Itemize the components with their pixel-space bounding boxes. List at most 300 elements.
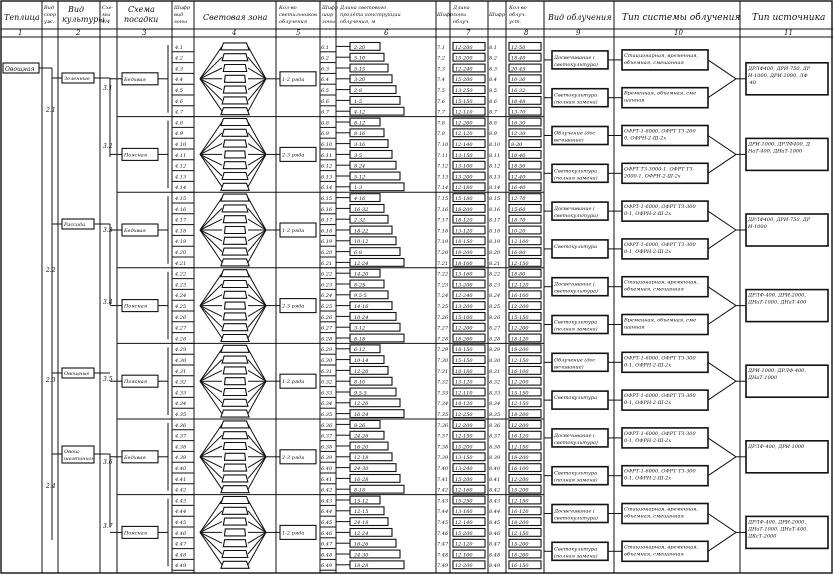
zone-code: 4.22 [175,271,187,278]
length-value: 12-250 [455,412,473,418]
light-zone-shape [223,140,246,147]
zone-code: 4.28 [175,336,187,343]
light-zone-shape [221,561,249,568]
light-zone-shape [225,453,246,460]
system-type-label-2: 0-1, ОФРН-2-Ш-2х [624,475,672,482]
header-code-a: Шифр [437,12,454,18]
length-value: 13-120 [455,228,473,235]
planting-label: Поясная [124,530,148,537]
system-type-label: ОФРТ-1-6000, ОФРТ ТЗ-300 [624,204,696,211]
col-number: 4 [232,29,237,37]
irradiation-kind-label: Досвечивание ( [554,432,595,439]
unit-value: 12-200 [511,304,529,310]
unit-code: 8.26 [489,314,501,321]
light-zone-shape [222,475,248,482]
span-value: 18-22 [354,228,369,235]
source-type-label: -40 [748,79,757,86]
unit-value: 13-70 [511,109,526,116]
length-code: 7.24 [437,293,449,300]
width-code: 6.4 [321,77,329,84]
length-code: 7.32 [437,379,449,386]
unit-value: 12-150 [511,530,529,537]
span-value: 9.5-5 [354,390,367,397]
span-value: 3-5 [354,152,363,159]
zone-code: 4.47 [175,541,187,548]
light-zone-shape [225,378,246,385]
span-value: 16-20 [354,444,369,451]
length-code: 7.3 [437,66,445,73]
header-span-1: Длина светового [340,5,387,11]
unit-code: 8.24 [489,293,501,300]
width-code: 6.7 [321,109,329,116]
length-code: 7.27 [437,325,449,332]
unit-code: 8.12 [489,163,501,170]
unit-value: 12-200 [511,476,529,483]
width-code: 6.30 [321,358,333,364]
unit-code: 8.5 [489,88,497,94]
unit-code: 8.8 [489,120,497,127]
irradiation-kind-label-2: светокультура) [554,288,598,295]
system-type-label-2: 0-1, ОФРН-2-Ш-2х [624,437,672,444]
span-value: 14-16 [354,304,369,310]
light-zone-shape [222,173,248,180]
column-numbers [18,29,793,37]
zone-code: 4.3 [175,66,183,73]
length-value: 12-240 [455,66,473,73]
zone-code: 4.34 [175,401,187,408]
unit-code: 8.13 [489,174,501,181]
length-code: 7.2 [437,55,445,62]
zone-code: 4.45 [175,520,187,526]
unit-value: 18-200 [511,552,529,559]
width-code: 6.33 [321,390,333,397]
light-zone-shape [221,119,249,126]
length-code: 7.31 [437,368,449,375]
span-value: 24-18 [354,520,369,526]
header-planting-1: Схема [128,5,155,14]
scheme-code: 3.1 [103,85,113,92]
header-widthcode-2: шир [322,12,334,18]
unit-code: 8.14 [489,185,501,192]
header-planting-2: посадки [124,15,159,24]
length-value: 12-180 [455,185,473,192]
light-zone-shape [223,367,246,374]
width-code: 6.36 [321,422,333,429]
scheme-code: 3.5 [103,376,113,383]
length-value: 13-240 [455,466,473,472]
span-value: 16-32 [354,206,369,213]
span-value: 10-12 [354,239,369,246]
irradiation-kind-label: Светокультура [554,243,598,250]
unit-code: 8.18 [489,228,501,235]
col-number: 8 [524,29,529,37]
span-value: 6-12 [354,347,366,354]
light-zone-shape [225,529,246,536]
length-value: 13-180 [455,509,473,516]
span-value: 12-20 [354,368,369,375]
length-value: 12-110 [455,109,473,116]
length-code: 7.21 [437,260,449,267]
unit-code: 8.41 [489,476,501,483]
unit-value: 16-100 [511,293,529,300]
source-type-label: ДРЛФ-400, ДРИ-2000, [748,519,806,526]
length-value: 12-200 [455,120,473,127]
source-type-label: ДРЛФ-400, ДРИ-2000, [748,292,806,299]
irradiation-kind-label: Светокультура [554,470,598,477]
unit-code: 8.33 [489,390,501,397]
zone-code: 4.46 [175,530,187,537]
span-value: 3-12 [354,325,366,332]
unit-code: 8.6 [489,98,497,105]
crop-label: Овощ- [64,449,81,455]
width-code: 6.8 [321,120,329,127]
length-value: 18-120 [455,401,473,408]
length-value: 12-200 [455,44,473,51]
width-code: 6.19 [321,239,333,246]
unit-value: 12-40 [511,174,526,181]
unit-value: 15-200 [511,487,529,494]
span-value: 9.5-5 [354,293,367,300]
header-units-1: Кол-во [509,5,527,11]
length-value: 15-100 [455,314,473,321]
unit-code: 8.37 [489,433,501,440]
unit-value: 18-48 [511,98,526,105]
zone-code: 4.14 [175,185,187,192]
system-type-label: Стационарная, временная, [624,506,699,513]
zone-code: 4.1 [175,44,183,51]
header-length-1: Длина [453,5,470,11]
span-value: 12-24 [354,530,369,537]
col-number: 2 [76,29,81,37]
light-zone-shape [221,335,249,342]
width-code: 6.11 [321,152,333,159]
irradiation-kind-label: Досвечивание ( [554,508,595,515]
length-code: 7.45 [437,520,449,526]
unit-value: 12-70 [511,196,526,202]
length-code: 7.9 [437,131,445,138]
greenhouse-label: Овощная [5,66,35,73]
structure-code: 2.1 [46,107,56,114]
width-code: 6.1 [321,44,329,51]
unit-code: 8.44 [489,509,501,516]
length-code: 7.29 [437,347,449,354]
zone-code: 4.5 [175,88,183,94]
light-zone-shape [222,356,248,363]
span-value: 12-26 [354,401,369,408]
header-structure-2: соор [44,12,57,18]
header-units-3: уст. [509,19,522,25]
unit-code: 8.31 [489,368,501,375]
irradiation-kind-label-2: светокультура) [554,61,598,68]
zone-code: 4.43 [175,498,187,505]
scheme-code: 3.4 [103,299,113,306]
irradiation-kind-label: Досвечивание ( [554,54,595,61]
light-zone-shape [221,410,249,417]
light-zone-shape [223,443,246,450]
length-value: 18-200 [455,250,473,256]
width-code: 6.16 [321,206,333,213]
span-value: 2-20 [354,44,366,51]
light-zone-shape [223,237,246,244]
scheme-code: 3.3 [103,227,113,234]
length-value: 13-200 [455,282,473,289]
crop-label: Рассада [64,222,86,228]
zone-code: 4.31 [175,368,187,375]
header-code-b: Шифр [489,12,506,18]
fixture-count-label: 1-2 ряда [282,228,305,234]
width-code: 6.35 [321,412,333,418]
unit-code: 8.3 [489,66,497,73]
structure-code: 2.3 [46,377,56,384]
span-value: 15-12 [354,498,369,505]
length-code: 7.11 [437,152,449,159]
width-code: 6.25 [321,304,333,310]
length-code: 7.37 [437,433,449,440]
zone-code: 4.37 [175,433,187,440]
width-code: 6.44 [321,509,333,516]
unit-value: 18-200 [511,412,529,418]
width-code: 6.47 [321,541,333,548]
length-value: 13-100 [455,163,473,170]
unit-value: 16-32 [511,88,526,94]
zone-code: 4.10 [175,142,187,148]
light-zone-shape [221,270,249,277]
header-scheme-3: 4/4 [102,19,111,25]
irradiation-kind-label-2: (полная замена) [554,477,598,484]
length-code: 7.48 [437,552,449,559]
length-code: 7.6 [437,98,445,105]
light-zone-shape [221,421,249,428]
system-type-label-2: объемная, смешанная [624,551,684,558]
length-value: 13-250 [455,88,473,94]
span-value: 5-12 [354,174,366,181]
width-code: 6.41 [321,476,333,483]
unit-code: 8.10 [489,142,501,148]
system-type-label: Временная, объемная, сме [624,317,697,324]
light-zone-shape [221,259,249,266]
length-value: 15-180 [455,196,473,202]
system-type-label-2: 0-1, ОФРН-2-Ш-2х [624,400,672,407]
zone-code: 4.9 [175,131,183,138]
length-value: 15-200 [455,444,473,451]
width-code: 6.14 [321,185,333,192]
source-type-label: ДНаТ-1000 [748,375,778,382]
unit-code: 8.35 [489,412,501,418]
light-zone-shape [221,194,249,201]
planting-label: Поясная [124,379,148,386]
system-type-label-2: 0-1, ОФРН-2-Ш-2х [624,211,672,218]
system-type-label-2: 0, ОФРН-2-Ш-2х [624,135,667,142]
unit-code: 8.20 [489,250,501,256]
system-type-label: Стационарная, временная, [624,279,699,286]
structure-code: 2.2 [46,267,56,274]
light-zone-shape [225,75,246,82]
zone-code: 4.18 [175,228,187,235]
light-zone-shape [221,486,249,493]
span-value: 8-25 [354,282,366,289]
length-code: 7.33 [437,390,449,397]
width-code: 6.31 [321,368,333,375]
light-zone-shape [222,248,248,255]
span-value: 6-8 [354,250,363,256]
unit-value: 16-120 [511,509,529,516]
width-code: 6.28 [321,336,333,343]
unit-value: 10-30 [511,77,526,84]
irradiation-blocks [544,50,828,561]
length-code: 7.7 [437,109,445,116]
col-number: 7 [466,29,471,37]
col-number: 5 [296,29,301,37]
header-system-type: Тип системы облучения [622,13,741,23]
span-value: 16-26 [354,541,369,548]
unit-code: 8.42 [489,487,501,494]
light-zone-shape [222,129,248,136]
span-value: 2-32 [354,217,366,224]
unit-value: 12-120 [511,282,529,289]
unit-value: 18-50 [511,163,526,170]
unit-value: 18-80 [511,271,526,278]
light-zone-shape [225,227,246,234]
unit-value: 16-80 [511,250,526,256]
length-value: 12-160 [455,487,473,494]
scheme-code: 3.7 [103,523,113,530]
span-value: 4-16 [354,196,366,202]
light-zone-shape [221,345,249,352]
unit-value: 12-150 [511,260,529,267]
length-value: 13-200 [455,304,473,310]
zone-code: 4.29 [175,347,187,354]
light-zone-shape [222,432,248,439]
source-type-label: НаТ-400, ДНаТ-1000 [748,148,803,155]
width-code: 6.26 [321,314,333,321]
unit-code: 8.46 [489,530,501,537]
length-code: 7.1 [437,44,445,51]
header-units-2: облуч. [509,12,526,18]
length-code: 7.49 [437,563,449,570]
source-type-label: ДРИ-1000, ДРЛФ-400, [748,368,806,375]
span-value: 8-18 [354,336,366,343]
irradiation-kind-label-2: (полная замена) [554,326,598,333]
length-value: 13-150 [455,455,473,462]
unit-value: 18-70 [511,217,526,224]
source-type-label: ДРЛФ400, ДРИ-750, ДР [748,65,811,72]
header-crop-2: культуры [62,15,105,24]
unit-value: 20-45 [511,66,526,73]
planting-label: Бедхвая [124,228,146,234]
light-zone-shape [223,65,246,72]
fixture-count-label: 2-3 ряда [282,152,305,159]
col-number: 6 [384,29,389,37]
col-number: 1 [18,29,23,37]
length-value: 12-240 [455,293,473,300]
span-value: 1-5 [354,98,363,105]
light-zone-shape [223,313,246,320]
width-code: 6.13 [321,174,333,181]
unit-value: 12-150 [511,358,529,364]
span-value: 24-30 [354,466,369,472]
span-value: 3-20 [354,77,366,84]
zone-code: 4.20 [175,250,187,256]
zone-code: 4.11 [175,152,187,159]
source-type-label: ДКсТ-2000 [748,533,777,540]
unit-value: 15-150 [511,314,529,321]
length-value: 12-200 [455,422,473,429]
length-value: 13-120 [455,379,473,386]
unit-value: 12-200 [511,325,529,332]
span-value: 16-28 [354,476,369,483]
zone-code: 4.6 [175,98,183,105]
light-zone-shape [222,281,248,288]
unit-value: 12-200 [511,379,529,386]
light-zone-shape [223,540,246,547]
light-zone-shape [222,507,248,514]
light-zone-shape [222,399,248,406]
length-value: 12-200 [455,563,473,570]
length-value: 13-200 [455,174,473,181]
length-code: 7.12 [437,163,449,170]
source-type-label: ДНаТ-1000, ДНаТ-400, [748,526,808,533]
span-value: 1-3 [354,185,363,192]
width-code: 6.39 [321,455,333,462]
length-code: 7.25 [437,304,449,310]
unit-code: 8.15 [489,196,501,202]
irradiation-kind-label-2: светокультура) [554,439,598,446]
length-value: 15-150 [455,358,473,364]
system-type-label-2: объемная, смешанная [624,286,684,293]
source-type-label: ДРЛФ400, ДРИ-750, ДР [748,217,811,223]
span-value: 16-24 [354,412,369,418]
unit-code: 8.49 [489,563,501,570]
light-zone-shape [225,151,246,158]
span-value: 8-26 [354,422,366,429]
system-type-label-2: 0-1, ОФРН-2-Ш-2х [624,362,672,369]
unit-value: 12-100 [511,239,529,246]
unit-code: 8.22 [489,271,501,278]
unit-code: 8.34 [489,401,501,408]
irradiation-kind-label: Досвечивание ( [554,206,595,213]
light-zone-shape [222,97,248,104]
length-code: 7.22 [437,271,449,278]
unit-code: 8.48 [489,552,501,559]
span-value: 8-16 [354,131,366,138]
width-code: 6.23 [321,282,333,289]
source-type-label: И-1000, ДРИ-2000, ЛФ [748,72,808,79]
length-value: 13-150 [455,152,473,159]
length-code: 7.18 [437,228,449,235]
width-code: 6.37 [321,433,333,440]
length-code: 7.14 [437,185,449,192]
unit-code: 8.32 [489,379,501,386]
unit-code: 8.38 [489,444,501,451]
unit-code: 8.45 [489,520,501,526]
col-number: 10 [674,29,683,37]
length-code: 7.44 [437,509,449,516]
unit-value: 16-100 [511,466,529,472]
light-zone-shape [223,86,246,93]
length-value: 12-140 [455,142,473,148]
fixture-count-label: 1-2 ряда [282,530,305,537]
length-code: 7.13 [437,174,449,181]
zone-code: 4.23 [175,282,187,289]
width-code: 6.45 [321,520,333,526]
span-value: 3-16 [354,142,366,148]
length-value: 15-200 [455,530,473,537]
fixture-count-label: 1-2 ряда [282,76,305,83]
unit-value: 12-30 [511,131,526,138]
length-code: 7.4 [437,77,445,84]
width-code: 6.49 [321,563,333,570]
header-span-2: пролёта конструкции [340,12,401,18]
